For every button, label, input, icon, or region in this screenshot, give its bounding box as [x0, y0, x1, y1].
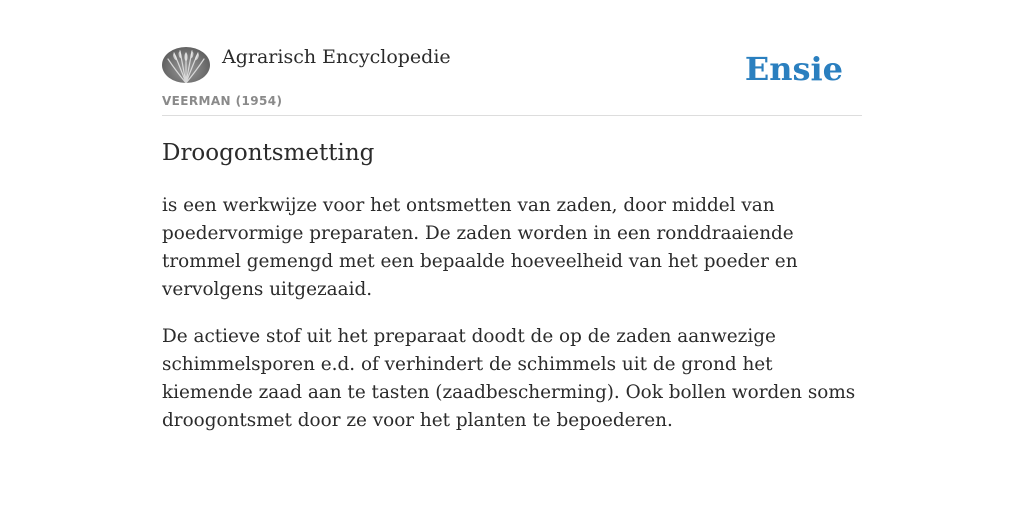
article-title: Droogontsmetting: [162, 140, 375, 166]
publication-title[interactable]: Agrarisch Encyclopedie: [222, 46, 451, 68]
brand-logo-link[interactable]: Ensie: [744, 50, 843, 88]
article-paragraph: De actieve stof uit het preparaat doodt de op de zaden aanwezige schimmelsporen e.d. of verhindert de schimmels uit de grond het kiemende zaad aan te tasten (zaadbescherming). Ook bollen worden soms droogontsmet door ze voor het planten te bepoederen.: [162, 326, 856, 431]
article-paragraph: is een werkwijze voor het ontsmetten van zaden, door middel van poedervormige preparaten. De zaden worden in een ronddraaiende trommel gemengd met een bepaalde hoeveelheid van het poeder en vervolgens uitgezaaid.: [162, 195, 798, 300]
header: [162, 0, 862, 116]
publication-source: VEERMAN (1954): [162, 94, 283, 108]
wheat-icon[interactable]: [162, 47, 210, 83]
page: [162, 0, 862, 431]
article-body: [162, 192, 862, 454]
